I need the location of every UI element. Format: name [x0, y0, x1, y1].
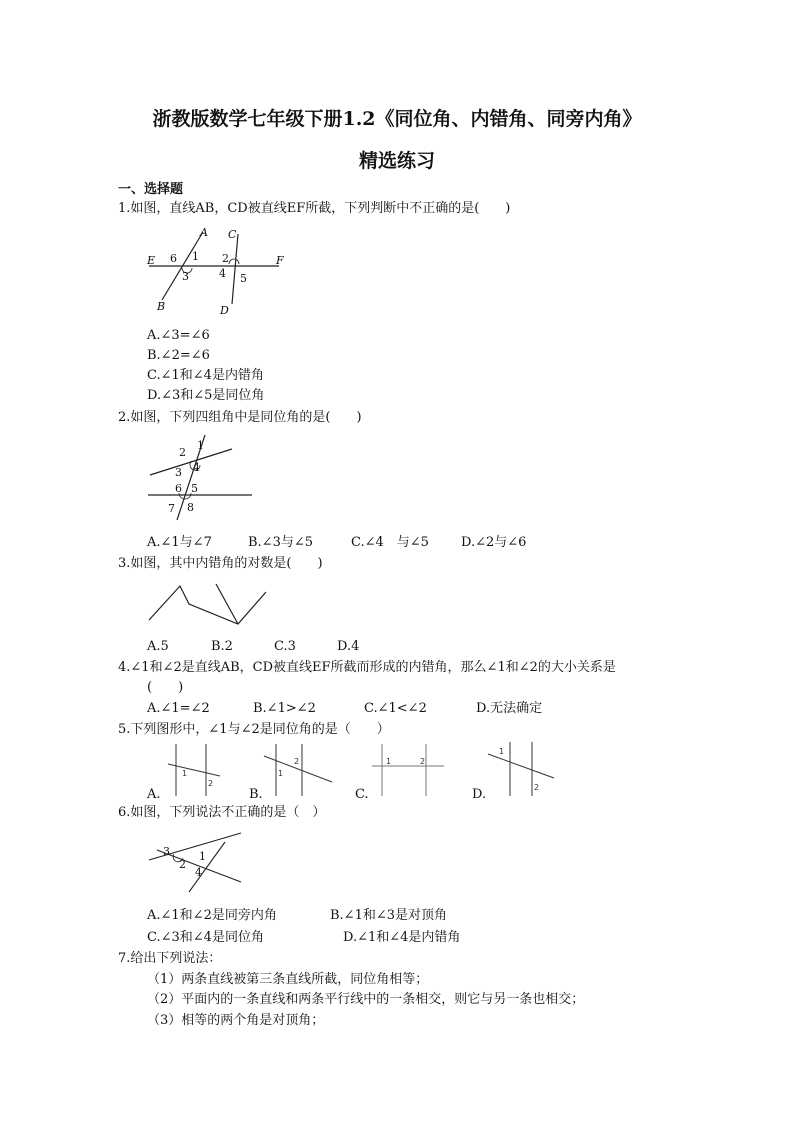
question-5-option-d: D. — [472, 787, 487, 802]
angle-2-label: 2 — [294, 757, 300, 766]
question-2-option-b: B.∠3与∠5 — [248, 535, 314, 550]
question-1-option-b: B.∠2=∠6 — [147, 348, 210, 363]
question-6-option-d: D.∠1和∠4是内错角 — [343, 930, 461, 945]
label-F: F — [276, 254, 284, 267]
question-1-figure — [145, 222, 295, 318]
question-7-item-1: （1）两条直线被第三条直线所截，同位角相等； — [147, 972, 429, 987]
question-5-figure-c — [370, 742, 446, 798]
question-3-option-c: C.3 — [274, 639, 296, 654]
question-4-stem: 4.∠1和∠2是直线AB，CD被直线EF所截而形成的内错角，那么∠1和∠2的大小关系是 — [118, 660, 616, 675]
label-B: B — [157, 300, 166, 313]
angle-1-label: 1 — [192, 250, 199, 263]
question-3-option-d: D.4 — [337, 639, 360, 654]
page-title: 浙教版数学七年级下册1.2《同位角、内错角、同旁内角》 — [152, 108, 642, 130]
angle-4-label: 4 — [193, 461, 200, 474]
angle-2-label: 2 — [208, 779, 214, 788]
question-6-option-a: A.∠1和∠2是同旁内角 — [147, 908, 277, 923]
angle-3-label: 3 — [175, 466, 182, 479]
question-4-option-d: D.无法确定 — [476, 701, 543, 716]
label-C: C — [228, 228, 237, 241]
question-5-option-c: C. — [355, 787, 369, 802]
angle-2-label: 2 — [534, 783, 540, 792]
question-6-stem: 6.如图，下列说法不正确的是（ ） — [118, 805, 326, 820]
question-3-option-b: B.2 — [211, 639, 233, 654]
question-3-figure — [145, 580, 271, 628]
question-5-option-a: A. — [147, 787, 161, 802]
question-1-option-c: C.∠1和∠4是内错角 — [147, 368, 264, 383]
question-6-option-b: B.∠1和∠3是对顶角 — [330, 908, 448, 923]
question-6-option-c: C.∠3和∠4是同位角 — [147, 930, 264, 945]
question-5-stem: 5.下列图形中，∠1与∠2是同位角的是（ ） — [118, 722, 390, 737]
question-5-figure-a — [166, 742, 222, 798]
question-5-option-b: B. — [249, 787, 263, 802]
angle-1-label: 1 — [278, 769, 284, 778]
angle-3-label: 3 — [182, 270, 189, 283]
angle-2-label: 2 — [420, 757, 426, 766]
question-4-option-a: A.∠1=∠2 — [147, 701, 210, 716]
angle-3-label: 3 — [163, 845, 170, 858]
label-A: A — [200, 226, 208, 239]
question-4-option-b: B.∠1>∠2 — [253, 701, 316, 716]
question-1-stem: 1.如图，直线AB，CD被直线EF所截，下列判断中不正确的是( ) — [118, 201, 511, 216]
angle-6-label: 6 — [175, 482, 182, 495]
question-3-stem: 3.如图，其中内错角的对数是( ) — [118, 556, 323, 571]
angle-4-label: 4 — [219, 267, 226, 280]
question-6-figure — [147, 830, 245, 898]
question-2-option-a: A.∠1与∠7 — [147, 535, 212, 550]
angle-2-label: 2 — [222, 252, 229, 265]
angle-2-label: 2 — [179, 446, 186, 459]
question-5-figure-b — [262, 742, 334, 798]
question-3-option-a: A.5 — [147, 639, 169, 654]
angle-1-label: 1 — [499, 747, 505, 756]
question-7-stem: 7.给出下列说法： — [118, 951, 222, 966]
angle-4-label: 4 — [195, 866, 202, 879]
label-E: E — [147, 254, 156, 267]
question-1-option-d: D.∠3和∠5是同位角 — [147, 388, 265, 403]
question-2-stem: 2.如图，下列四组角中是同位角的是( ) — [118, 410, 362, 425]
angle-7-label: 7 — [168, 502, 175, 515]
question-2-option-c: C.∠4 与∠5 — [351, 535, 429, 550]
angle-5-label: 5 — [240, 272, 247, 285]
angle-8-label: 8 — [187, 501, 194, 514]
question-2-figure — [144, 432, 256, 524]
page-subtitle: 精选练习 — [358, 150, 435, 172]
section-heading: 一、选择题 — [118, 182, 184, 197]
question-7-item-2: （2）平面内的一条直线和两条平行线中的一条相交，则它与另一条也相交； — [147, 992, 585, 1007]
angle-1-label: 1 — [386, 757, 392, 766]
angle-2-label: 2 — [179, 858, 186, 871]
label-D: D — [220, 304, 229, 317]
question-2-option-d: D.∠2与∠6 — [461, 535, 527, 550]
question-4-option-c: C.∠1<∠2 — [364, 701, 427, 716]
angle-1-label: 1 — [182, 769, 188, 778]
angle-5-label: 5 — [191, 482, 198, 495]
question-1-option-a: A.∠3=∠6 — [147, 328, 210, 343]
question-7-item-3: （3）相等的两个角是对顶角； — [147, 1013, 325, 1028]
angle-1-label: 1 — [199, 850, 206, 863]
question-5-figure-d — [486, 740, 556, 798]
angle-6-label: 6 — [170, 252, 177, 265]
question-4-stem-paren: ( ) — [147, 680, 184, 695]
angle-1-label: 1 — [197, 439, 204, 452]
